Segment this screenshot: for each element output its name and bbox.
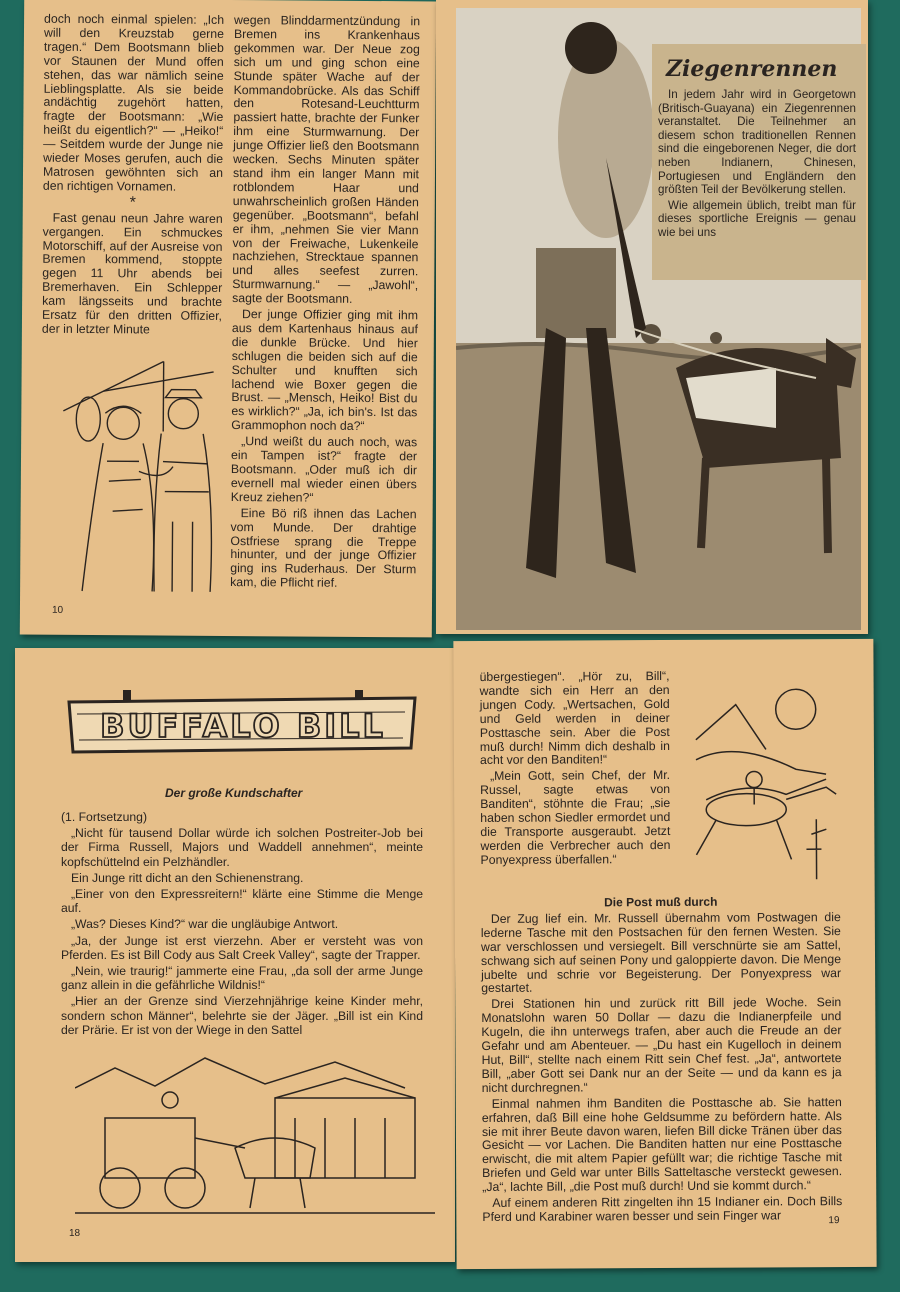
magazine-page-photo — [436, 0, 868, 634]
paragraph: „Nicht für tausend Dollar würde ich solchen Postreiter-Job bei der Firma Russell, Majors und Waddell annehmen“, meinte kopfschüttelnd ein Pelzhändler. — [61, 826, 423, 869]
paragraph: Wie allgemein üblich, treibt man für dieses sportliche Ereignis — genau wie bei uns — [658, 198, 856, 239]
paragraph: (1. Fortsetzung) — [61, 810, 148, 824]
article-text — [658, 88, 856, 242]
paragraph: Der Zug lief ein. Mr. Russell übernahm vom Postwagen die lederne Tasche mit den Postsachen für den fernen Westen. Sie war verschlossen und versiegelt. Bill verschnürte sie am Sattel, schwang sich auf seinen Pony und galoppierte davon. Die Menge jubelte und schrie vor Begeisterung. Der Ponyexpress war gestartet. — [480, 909, 842, 996]
page-number: 10 — [51, 604, 64, 616]
page-number: 18 — [69, 1228, 81, 1239]
buffalo-bill-sign-logo — [65, 690, 420, 756]
paragraph: übergestiegen“. „Hör zu, Bill“, wandte sich ein Herr an den jungen Cody. „Wertsachen, Gold und Geld werden in deiner Posttasche sein. Aber die Post muß durch! Nimm dich deshalb in acht vor den Banditen!“ — [479, 668, 670, 768]
paragraph: doch noch einmal spielen: „Ich will den Kreuzstab gerne tragen.“ Dem Bootsmann blieb vor Staunen der Mund offen stehen, das war nämlich seine Lieblingsplatte. Als sie beide andächtig zugehört hatten, fragte der Bootsmann: „Wie heißt du eigentlich?“ — „Heiko!“ — Seitdem wurde der Junge nie wieder Moses gerufen, auch die Matrosen gewöhnten sich an den richtigen Vornamen. — [42, 11, 225, 194]
paragraph: Der junge Offizier ging mit ihm aus dem Kartenhaus hinaus auf die dunkle Brücke. Und hier schlugen die beiden sich auf die Schulter und knufften sich lachend wie Boxer gegen die Brust. — „Mensch, Heiko! Bist du es wirklich?“ „Ja, ich bin's. Ist das Grammophon noch da?“ — [231, 307, 419, 434]
text-column-right — [230, 14, 420, 593]
paragraph: „Mein Gott, sein Chef, der Mr. Russel, sagte etwas von Banditen“, stöhnte die Frau; „sie haben schon Siedler ermordet und die Transporte ausgeraubt. Jetzt werden die Verbrecher auch den Ponyexpress überfallen.“ — [480, 768, 671, 867]
paragraph: „Hier an der Grenze sind Vierzehnjährige keine Kinder mehr, sondern schon Männer“, belehrte sie der Jäger. „Bill ist ein Kind der Prärie. Er ist von der Wiege in den Sattel — [61, 994, 423, 1037]
paragraph: Ein Junge ritt dicht an den Schienenstrang. — [71, 870, 304, 885]
text-column-left — [42, 13, 224, 340]
paragraph: Auf einem anderen Ritt zingelten ihn 15 Indianer ein. Doch Bills Pferd und Karabiner waren besser und sein Finger war — [482, 1194, 843, 1224]
paragraph: „Einer von den Expressreitern!“ klärte eine Stimme die Menge auf. — [61, 887, 423, 916]
article-subtitle: Der große Kundschafter — [165, 786, 303, 800]
magazine-page-18 — [15, 648, 455, 1262]
page-number: 19 — [828, 1215, 840, 1227]
article-title: Ziegenrennen — [666, 56, 838, 82]
text-column-top — [480, 670, 671, 870]
paragraph: „Ja, der Junge ist erst vierzehn. Aber er versteht was von Pferden. Es ist Bill Cody aus Salt Creek Valley“, sagte der Trapper. — [61, 933, 423, 962]
article-text — [61, 810, 423, 1039]
paragraph: Eine Bö riß ihnen das Lachen vom Munde. Der drahtige Ostfriese sprang die Treppe hinunter, und der junge Offizier ging ins Ruderhaus. Der Sturm kam, die Pflicht rief. — [230, 505, 417, 591]
section-heading: Die Post muß durch — [604, 894, 718, 910]
paragraph: In jedem Jahr wird in Georgetown (Britisch-Guayana) ein Ziegenrennen veranstaltet. Die Teilnehmer an diesem schon traditionellen Rennen sind die eingeborenen Neger, die dort neben Indianern, Chinesen, Portugiesen und Engländern den größten Teil der Bevölkerung stellen. — [658, 88, 856, 197]
stagecoach-sketch-illustration — [75, 1048, 435, 1218]
paragraph: wegen Blinddarmentzündung in Bremen ins Krankenhaus gekommen war. Der Neue zog sich um und ging schon eine Stunde später Wache auf der Kommandobrücke. Als das Schiff den Rotesand-Leuchtturm passiert hatte, brachte der Funker ihm eine Sturmwarnung. Der junge Offizier ließ den Bootsmann wecken. Sechs Minuten später stand ihm ein langer Mann mit rotblondem Haar und unwahrscheinlich großen Händen gegenüber. „Bootsmann“, befahl er ihm, „nehmen Sie vier Mann von der Freiwache, Lukenkeile nachziehen, Strecktaue spannen und alles seefest zurren. Sturmwarnung.“ — „Jawohl“, sagte der Bootsmann. — [232, 13, 421, 306]
pony-express-rider-sketch — [676, 679, 857, 890]
paragraph: „Was? Dieses Kind?“ war die ungläubige Antwort. — [71, 917, 339, 932]
paragraph: Einmal nahmen ihm Banditen die Posttasche ab. Sie hatten erfahren, daß Bill eine hohe Geldsumme zu befördern hatte. Als sie mit ihrer Beute davon waren, liefen Bill dicke Tränen über das Gesicht — vor Lachen. Die Banditen hatten nur eine Posttasche erwischt, die mit altem Papier gefüllt war; die richtige Tasche mit Briefen und Geld war unter Bills Satteltasche versteckt gewesen. „Ja“, lachte Bill, „die Post muß durch! Und sie kommt durch.“ — [481, 1094, 843, 1195]
magazine-page-19 — [453, 639, 876, 1269]
paragraph: Drei Stationen hin und zurück ritt Bill jede Woche. Sein Monatslohn waren 50 Dollar — dazu die Indianerpfeile und Kugeln, die ihn unterwegs trafen, aber auch die Freude an der Gefahr und am Abenteuer. — „Du hast ein Kugelloch in deinem Hut, Bill“, stellte nach einem Ritt sein Chef fest. „Ja“, antwortete Bill, „aber Gott sei Dank nur an der Seite — und da kann es ja nicht durchregnen.“ — [481, 995, 842, 1095]
paragraph: „Und weißt du auch noch, was ein Tampen ist?“ fragte der Bootsmann. „Oder muß ich dir evernell mal wieder einen übers Kreuz ziehen?“ — [230, 434, 418, 505]
section-divider: * — [129, 194, 136, 212]
paragraph: Fast genau neun Jahre waren vergangen. Ein schmuckes Motorschiff, auf der Ausreise von Bremen kommend, stoppte gegen 11 Uhr abends bei Bremerhaven. Ein Schlepper kam längsseits und brachte Ersatz für den dritten Offizier, der in letzter Minute — [41, 210, 223, 337]
sign-text: BUFFALO BILL — [100, 707, 386, 745]
paragraph: „Nein, wie traurig!“ jammerte eine Frau, „da soll der arme Junge ganz allein in die gefährliche Wildnis!“ — [61, 964, 423, 993]
text-column-bottom — [481, 893, 843, 1227]
magazine-page-10 — [20, 0, 436, 637]
sailors-sketch-illustration — [42, 351, 224, 602]
